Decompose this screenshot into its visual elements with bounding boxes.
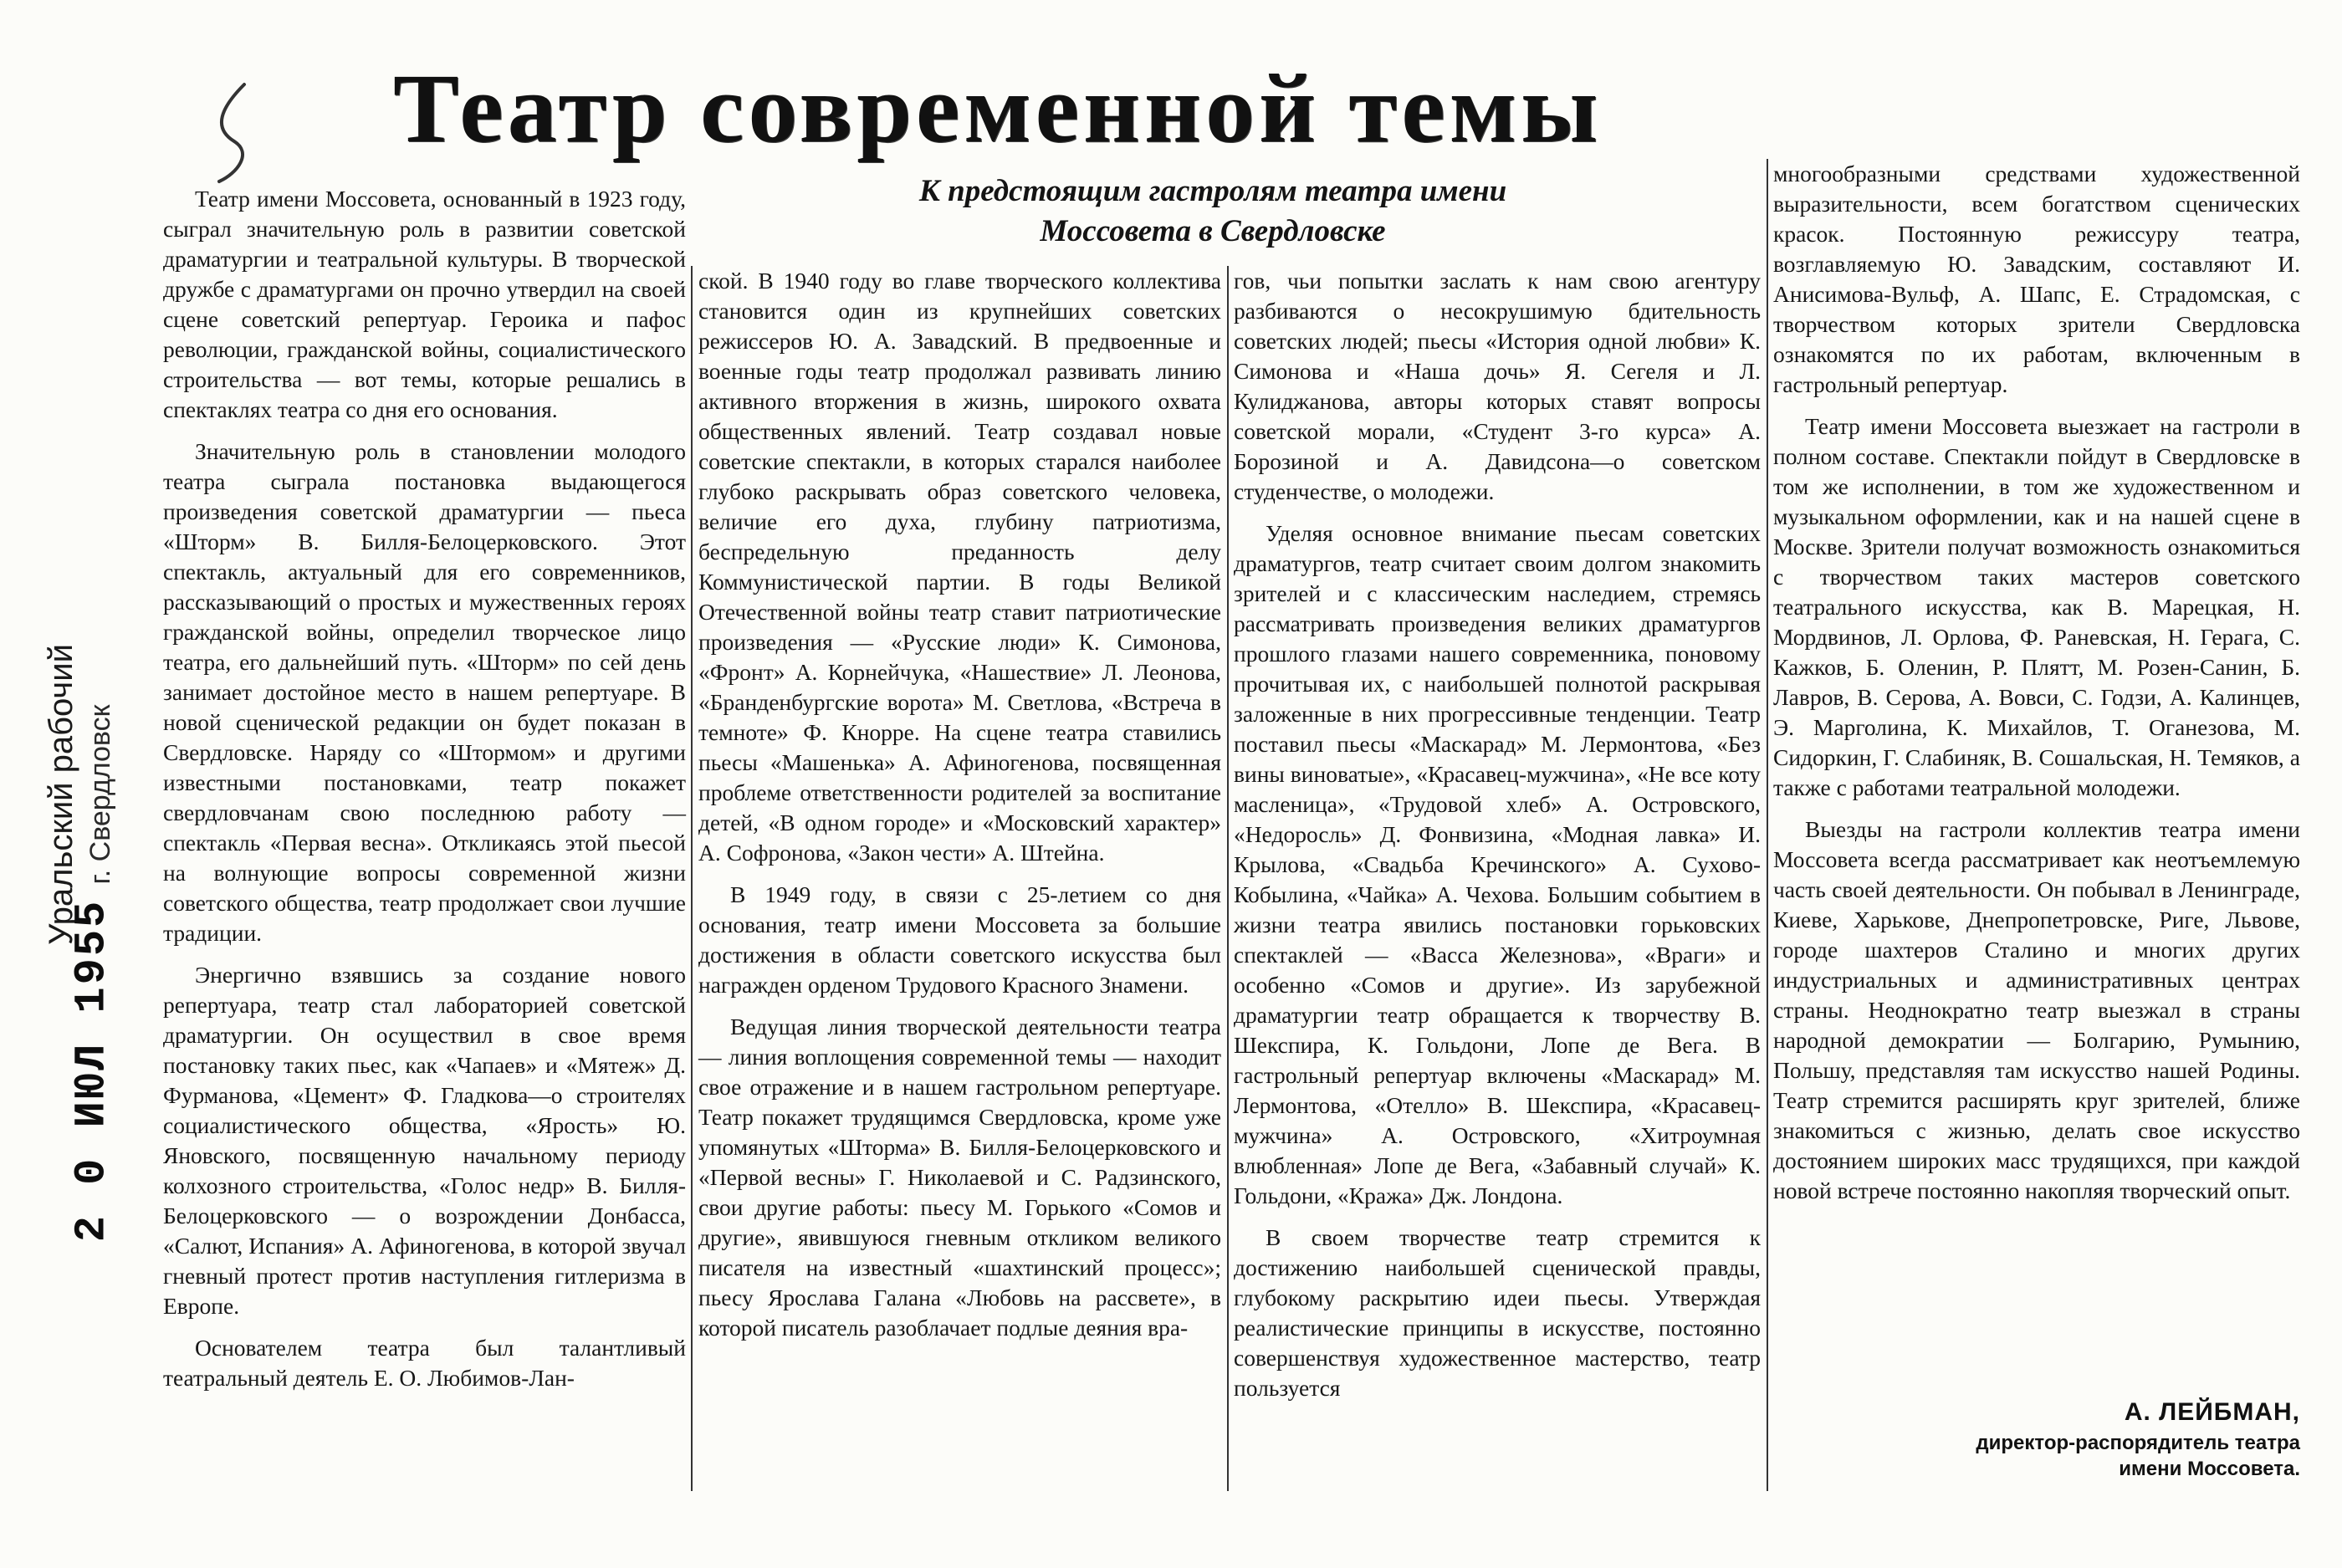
paragraph: Ведущая линия творческой деятельности театра — линия воплощения современной темы — находит свое отражение и в нашем гастрольном репертуаре. Театр покажет трудящимся Свердловска, кроме уже упомянутых «Шторма» В. Билля-Белоцерковского и «Первой весны» Г. Николаевой и С. Радзинского, свои другие работы: пьесу М. Горького «Сомов и другие», явившуюся гневным откликом великого писателя на известный «шахтинский процесс»; пьесу Ярослава Галана «Любовь на рассвете», в которой писатель разоблачает подлые деяния вра- xyxy=(698,1014,1221,1341)
article-subheadline: К предстоящим гастролям театра имени Моссовета в Свердловске xyxy=(918,174,1507,248)
paragraph: В 1949 году, в связи с 25-летием со дня основания, театр имени Моссовета за большие достижения в области советского искусства был награжден орденом Трудового Красного Знамени. xyxy=(698,881,1221,998)
stamp-city: г. Свердловск xyxy=(84,704,116,885)
column-divider xyxy=(1227,266,1229,1491)
author-role-continued: имени Моссовета. xyxy=(2119,1458,2300,1480)
paragraph: гов, чьи попытки заслать к нам свою агентуру разбиваются о несокрушимую бдительность советских людей; пьесы «История одной любви» К. Симонова и «Наша дочь» Я. Сегеля и Л. Кулиджанова, авторы которых ставят вопросы советской морали, «Студент 3-го курса» А. Борозиной и А. Давидсона—о советском студенчестве, о молодежи. xyxy=(1234,268,1761,504)
paragraph: Основателем театра был талантливый театральный деятель Е. О. Любимов-Лан- xyxy=(163,1335,686,1391)
date-stamp: 2 0 ИЮЛ 1955 xyxy=(67,898,117,1243)
author-name: А. ЛЕЙБМАН, xyxy=(2124,1398,2300,1426)
paragraph: Театр имени Моссовета, основанный в 1923 году, сыграл значительную роль в развитии советской драматургии и театральной культуры. В творческой дружбе с драматургами он прочно утвердил на своей сцене советский репертуар. Героика и пафос революции, гражданской войны, социалистического строительства — вот темы, которые решались в спектаклях театра со дня его основания. xyxy=(163,186,686,422)
column-divider xyxy=(691,266,693,1491)
article-column-2 xyxy=(698,266,1221,1355)
stamp-newspaper-name: Уральский рабочий xyxy=(43,644,79,945)
article-headline: Театр современной темы xyxy=(393,54,1603,163)
paragraph: Энергично взявшись за создание нового репертуара, театр стал лабораторией советской драматургии. Он осуществил в свое время постановку таких пьес, как «Чапаев» и «Мятеж» Д. Фурманова, «Цемент» Ф. Гладкова—о строителях социалистического общества, «Ярость» Ю. Яновского, посвященную начальному периоду колхозного строительства, «Голос недр» В. Билля-Белоцерковского — о возрождении Донбасса, «Салют, Испания» А. Афиногенова, в которой звучал гневный протест против наступления гитлеризма в Европе. xyxy=(163,962,686,1319)
article-column-3 xyxy=(1234,266,1761,1415)
paragraph: Выезды на гастроли коллектив театра имени Моссовета всегда рассматривает как неотъемлемую часть своей деятельности. Он побывал в Ленинграде, Киеве, Харькове, Днепропетровске, Риге, Львове, городе шахтеров Сталино и многих других индустриальных и административных центрах страны. Неоднократно театр выезжал в страны народной демократии — Болгарию, Румынию, Польшу, представляя там искусство нашей Родины. Театр стремится расширять круг зрителей, ближе знакомиться с жизнью, делать свое искусство достоянием широких масс трудящихся, при каждой новой встрече постоянно накопляя творческий опыт. xyxy=(1773,816,2300,1203)
column-divider xyxy=(1767,159,1768,1491)
article-column-1 xyxy=(163,184,686,1405)
paragraph: ской. В 1940 году во главе творческого коллектива становится один из крупнейших советских режиссеров Ю. А. Завадский. В предвоенные и военные годы театр продолжал развивать линию активного вторжения в жизнь, широкого охвата общественных явлений. Театр создавал новые советские спектакли, в которых старался наиболее глубоко раскрывать образ советского человека, величие его духа, глубину патриотизма, беспредельную преданность делу Коммунистической партии. В годы Великой Отечественной войны театр ставит патриотические произведения — «Русские люди» К. Симонова, «Фронт» А. Корнейчука, «Нашествие» Л. Леонова, «Бранденбургские ворота» М. Светлова, «Встреча в темноте» Ф. Кнорре. На сцене театра ставились пьесы «Машенька» А. Афиногенова, посвященная проблеме ответственности родителей за воспитание детей, «В одном городе» и «Московский характер» А. Софронова, «Закон чести» А. Штейна. xyxy=(698,268,1221,866)
pen-mark-icon xyxy=(201,79,268,188)
paragraph: Значительную роль в становлении молодого театра сыграла постановка выдающегося произведения советской драматургии — пьеса «Шторм» В. Билля-Белоцерковского. Этот спектакль, актуальный для его современников, рассказывающий о простых и мужественных героях гражданской войны, определил творческое лицо театра, его дальнейший путь. «Шторм» по сей день занимает достойное место в нашем репертуаре. В новой сценической редакции он будет показан в Свердловске. Наряду со «Штормом» и другими известными постановками, театр покажет свердловчанам свою последнюю работу — спектакль «Первая весна». Откликаясь этой пьесой на волнующие вопросы современной жизни советского общества, театр продолжает свои лучшие традиции. xyxy=(163,438,686,946)
author-signature xyxy=(1823,1395,2300,1482)
author-role: директор-распорядитель театра xyxy=(1976,1432,2300,1454)
paragraph: Уделяя основное внимание пьесам советских драматургов, театр считает своим долгом знакомить зрителей и с классическим наследием, стремясь рассматривать произведения великих драматургов прошлого глазами нашего современника, поновому прочитывая их, с наибольшей полнотой раскрывая заложенные в них прогрессивные тенденции. Театр поставил пьесы «Маскарад» М. Лермонтова, «Без вины виноватые», «Красавец-мужчина», «Не все коту масленица», «Трудовой хлеб» А. Островского, «Недоросль» Д. Фонвизина, «Модная лавка» И. Крылова, «Свадьба Кречинского» А. Сухово-Кобылина, «Чайка» А. Чехова. Большим событием в жизни театра явились постановки горьковских спектаклей — «Васса Железнова», «Враги» и особенно «Сомов и другие». Из зарубежной драматургии театр обращается к творчеству В. Шекспира, К. Гольдони, Лопе де Вега. В гастрольный репертуар включены «Маскарад» М. Лермонтова, «Отелло» В. Шекспира, «Красавец-мужчина» А. Островского, «Хитроумная влюбленная» Лопе де Вега, «Забавный случай» К. Гольдони, «Кража» Дж. Лондона. xyxy=(1234,520,1761,1208)
paragraph: многообразными средствами художественной выразительности, всем богатством сценических красок. Постоянную режиссуру театра, возглавляемую Ю. Завадским, составляют И. Анисимова-Вульф, А. Шапс, Е. Страдомская, с творчеством которых зрители Свердловска ознакомятся по их работам, включенным в гастрольный репертуар. xyxy=(1773,161,2300,397)
paragraph: В своем творчестве театр стремится к достижению наибольшей сценической правды, глубокому раскрытию идеи пьесы. Утверждая реалистические принципы в искусстве, постоянно совершенствуя художественное мастерство, театр пользуется xyxy=(1234,1224,1761,1401)
article-column-4 xyxy=(1773,159,2300,1218)
paragraph: Театр имени Моссовета выезжает на гастроли в полном составе. Спектакли пойдут в Свердловске в том же исполнении, в том же художественном и музыкальном оформлении, как и на нашей сцене в Москве. Зрители получат возможность ознакомиться с творчеством таких мастеров советского театрального искусства, как В. Марецкая, Н. Мордвинов, Л. Орлова, Ф. Раневская, Н. Герага, С. Кажков, Б. Оленин, Р. Плятт, М. Розен-Санин, Б. Лавров, В. Серова, А. Вовси, С. Годзи, А. Калинцев, Э. Марголина, К. Михайлов, Т. Оганезова, М. Сидоркин, Г. Слабиняк, В. Сошальская, Н. Темяков, а также с работами театральной молодежи. xyxy=(1773,413,2300,800)
